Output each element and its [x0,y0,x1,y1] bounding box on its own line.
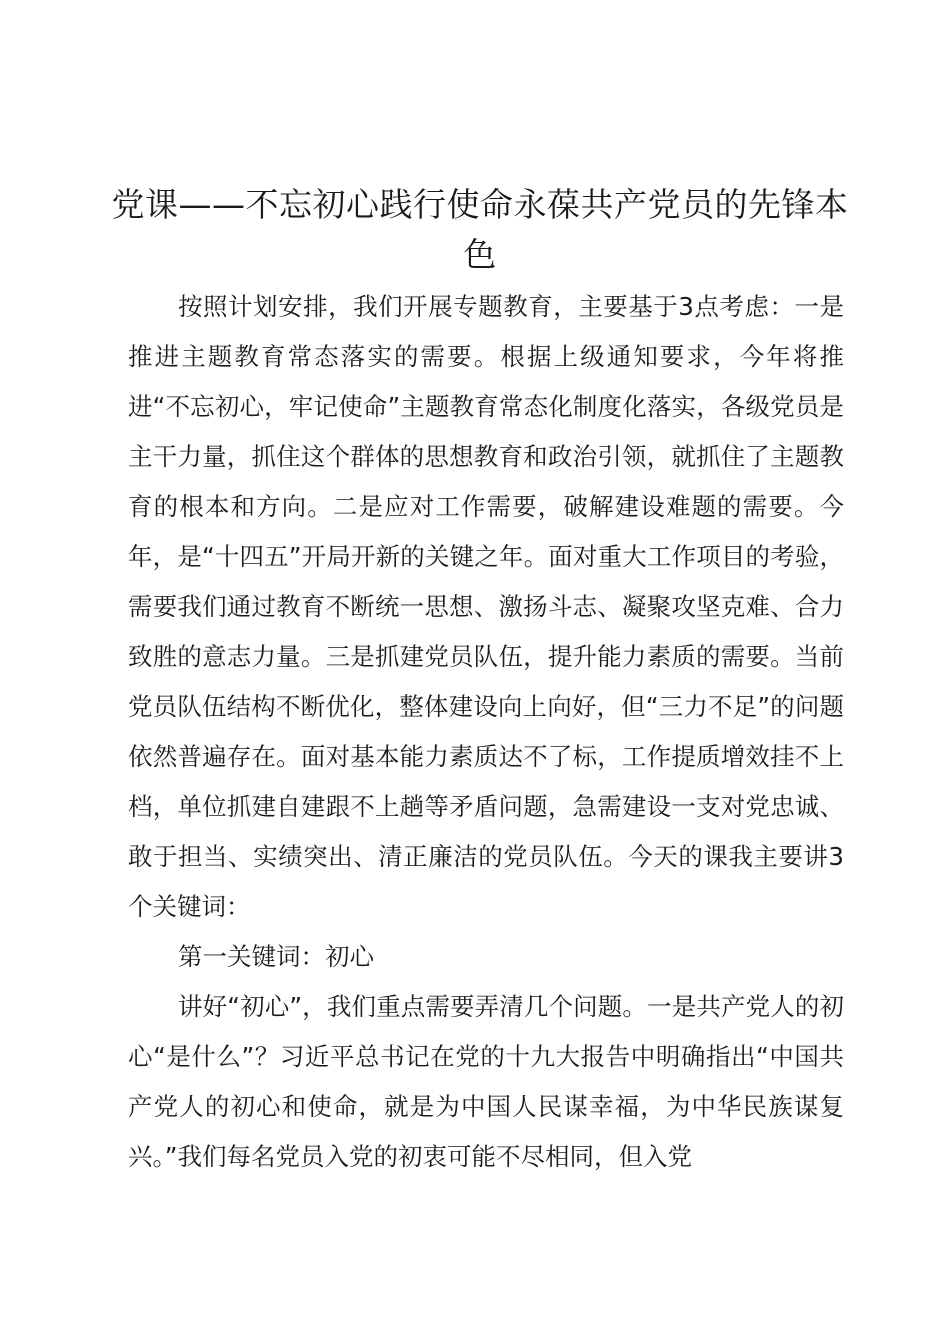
document-body [128,282,844,1182]
section-heading-first-keyword: 第一关键词：初心 [178,942,374,971]
paragraph-intro: 按照计划安排，我们开展专题教育，主要基于3点考虑：一是推进主题教育常态落实的需要。根据上级通知要求，今年将推进“不忘初心，牢记使命”主题教育常态化制度化落实，各级党员是主干力量，抓住这个群体的思想教育和政治引领，就抓住了主题教育的根本和方向。二是应对工作需要，破解建设难题的需要。今年，是“十四五”开局开新的关键之年。面对重大工作项目的考验，需要我们通过教育不断统一思想、激扬斗志、凝聚攻坚克难、合力致胜的意志力量。三是抓建党员队伍，提升能力素质的需要。当前党员队伍结构不断优化，整体建设向上向好，但“三力不足”的问题依然普遍存在。面对基本能力素质达不了标，工作提质增效挂不上档，单位抓建自建跟不上趟等矛盾问题，急需建设一支对党忠诚、敢于担当、实绩突出、清正廉洁的党员队伍。今天的课我主要讲3个关键词： [128,292,844,921]
document-title: 党课——不忘初心践行使命永葆共产党员的先锋本色 [111,185,849,274]
paragraph-first-keyword: 讲好“初心”，我们重点需要弄清几个问题。一是共产党人的初心“是什么”？习近平总书记在党的十九大报告中明确指出“中国共产党人的初心和使命，就是为中国人民谋幸福，为中华民族谋复兴。”我们每名党员入党的初衷可能不尽相同，但入党 [128,992,844,1171]
